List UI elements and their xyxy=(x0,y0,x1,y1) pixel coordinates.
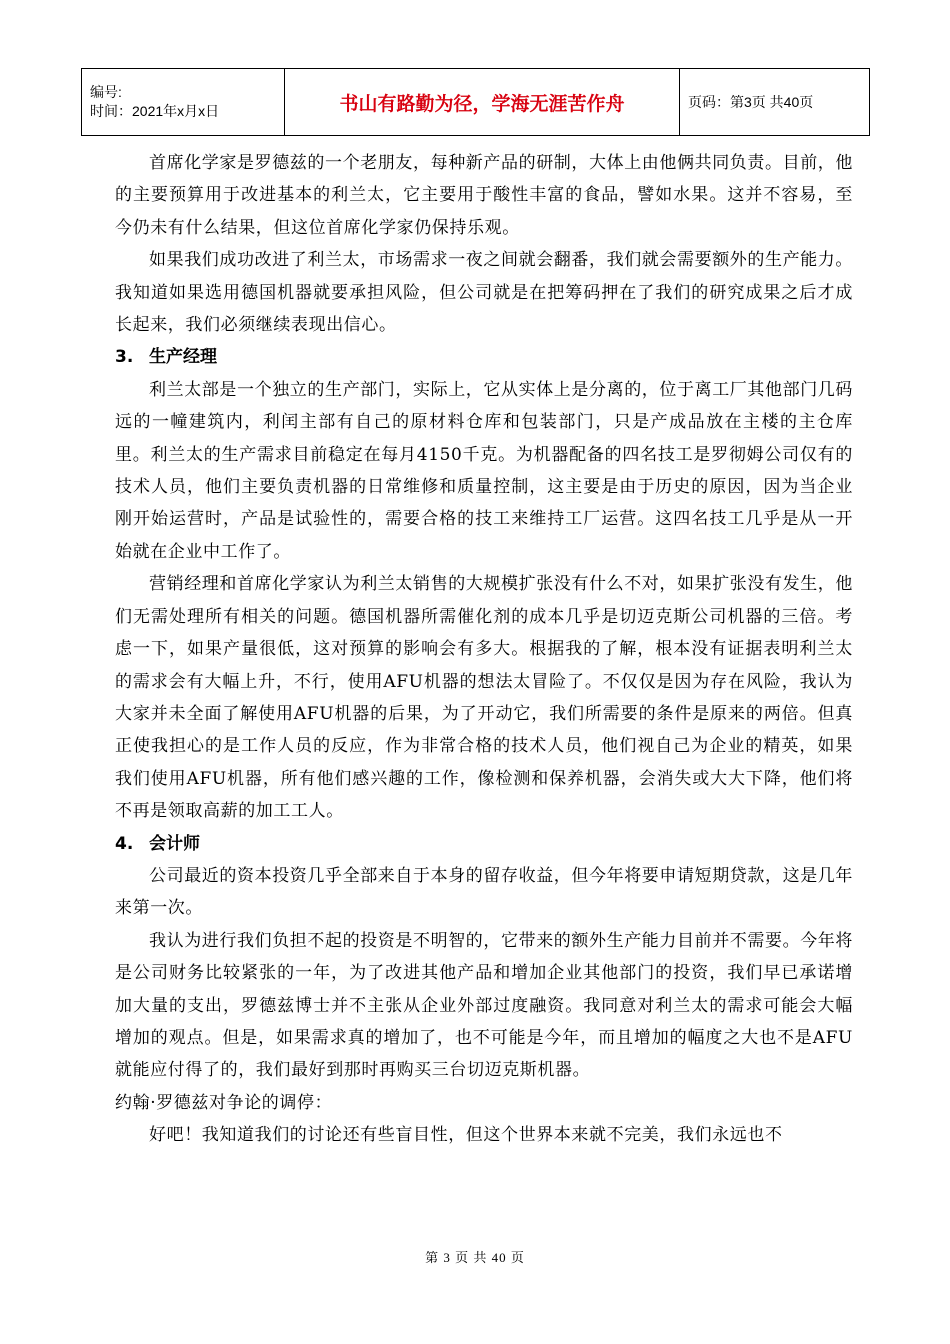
section-heading-accountant xyxy=(115,828,853,860)
paragraph-accountant-view: 我认为进行我们负担不起的投资是不明智的，它带来的额外生产能力目前并不需要。今年将是公司财务比较紧张的一年，为了改进其他产品和增加企业其他部门的投资，我们早已承诺增加大量的支出，罗德兹博士并不主张从企业外部过度融资。我同意对利兰太的需求可能会大幅增加的观点。但是，如果需求真的增加了，也不可能是今年，而且增加的幅度之大也不是AFU就能应付得了的，我们最好到那时再购买三台切迈克斯机器。 xyxy=(115,930,853,1081)
header-page-info: 页码：第3页 共40页 xyxy=(680,69,870,136)
header-motto: 书山有路勤为径，学海无涯苦作舟 xyxy=(285,69,680,136)
page-footer: 第 3 页 共 40 页 xyxy=(425,1250,525,1265)
section-heading-production-manager xyxy=(115,341,853,373)
heading-title: 生产经理 xyxy=(149,347,217,368)
paragraph-confidence: 如果我们成功改进了利兰太，市场需求一夜之间就会翻番，我们就会需要额外的生产能力。我知道如果选用德国机器就要承担风险，但公司就是在把筹码押在了我们的研究成果之后才成长起来，我们必须继续表现出信心。 xyxy=(115,250,853,336)
heading-number: 4. xyxy=(115,833,134,854)
paragraph-production-dept: 利兰太部是一个独立的生产部门，实际上，它从实体上是分离的，位于离工厂其他部门几码远的一幢建筑内，利闰主部有自己的原材料仓库和包装部门，只是产成品放在主楼的主仓库里。利兰太的生产需求目前稳定在每月4150千克。为机器配备的四名技工是罗彻姆公司仅有的技术人员，他们主要负责机器的日常维修和质量控制，这主要是由于历史的原因，因为当企业刚开始运营时，产品是试验性的，需要合格的技工来维持工厂运营。这四名技工几乎是从一开始就在企业中工作了。 xyxy=(115,379,853,562)
paragraph-mediation: 好吧！我知道我们的讨论还有些盲目性，但这个世界本来就不完美，我们永远也不 xyxy=(149,1125,783,1146)
paragraph-capital-investment: 公司最近的资本投资几乎全部来自于本身的留存收益，但今年将要申请短期贷款，这是几年来第一次。 xyxy=(115,865,853,919)
time-label: 时间：2021年x月x日 xyxy=(90,103,220,119)
paragraph-mediation-label: 约翰·罗德兹对争论的调停： xyxy=(115,1092,333,1113)
page-header xyxy=(81,68,870,136)
heading-number: 3. xyxy=(115,347,134,368)
document-body xyxy=(115,147,853,1152)
paragraph-chief-chemist: 首席化学家是罗德兹的一个老朋友，每种新产品的研制，大体上由他俩共同负责。目前，他的主要预算用于改进基本的利兰太，它主要用于酸性丰富的食品，譬如水果。这并不容易，至今仍未有什么结果，但这位首席化学家仍保持乐观。 xyxy=(115,153,853,238)
header-meta-cell xyxy=(82,69,285,136)
paragraph-production-concerns: 营销经理和首席化学家认为利兰太销售的大规模扩张没有什么不对，如果扩张没有发生，他们无需处理所有相关的问题。德国机器所需催化剂的成本几乎是切迈克斯公司机器的三倍。考虑一下，如果产量很低，这对预算的影响会有多大。根据我的了解，根本没有证据表明利兰太的需求会有大幅上升，不行，使用AFU机器的想法太冒险了。不仅仅是因为存在风险，我认为大家并未全面了解使用AFU机器的后果，为了开动它，我们所需要的条件是原来的两倍。但真正使我担心的是工作人员的反应，作为非常合格的技术人员，他们视自己为企业的精英，如果我们使用AFU机器，所有他们感兴趣的工作，像检测和保养机器，会消失或大大下降，他们将不再是领取高薪的加工工人。 xyxy=(115,574,853,822)
heading-title: 会计师 xyxy=(149,833,200,854)
number-label: 编号: xyxy=(90,84,122,100)
